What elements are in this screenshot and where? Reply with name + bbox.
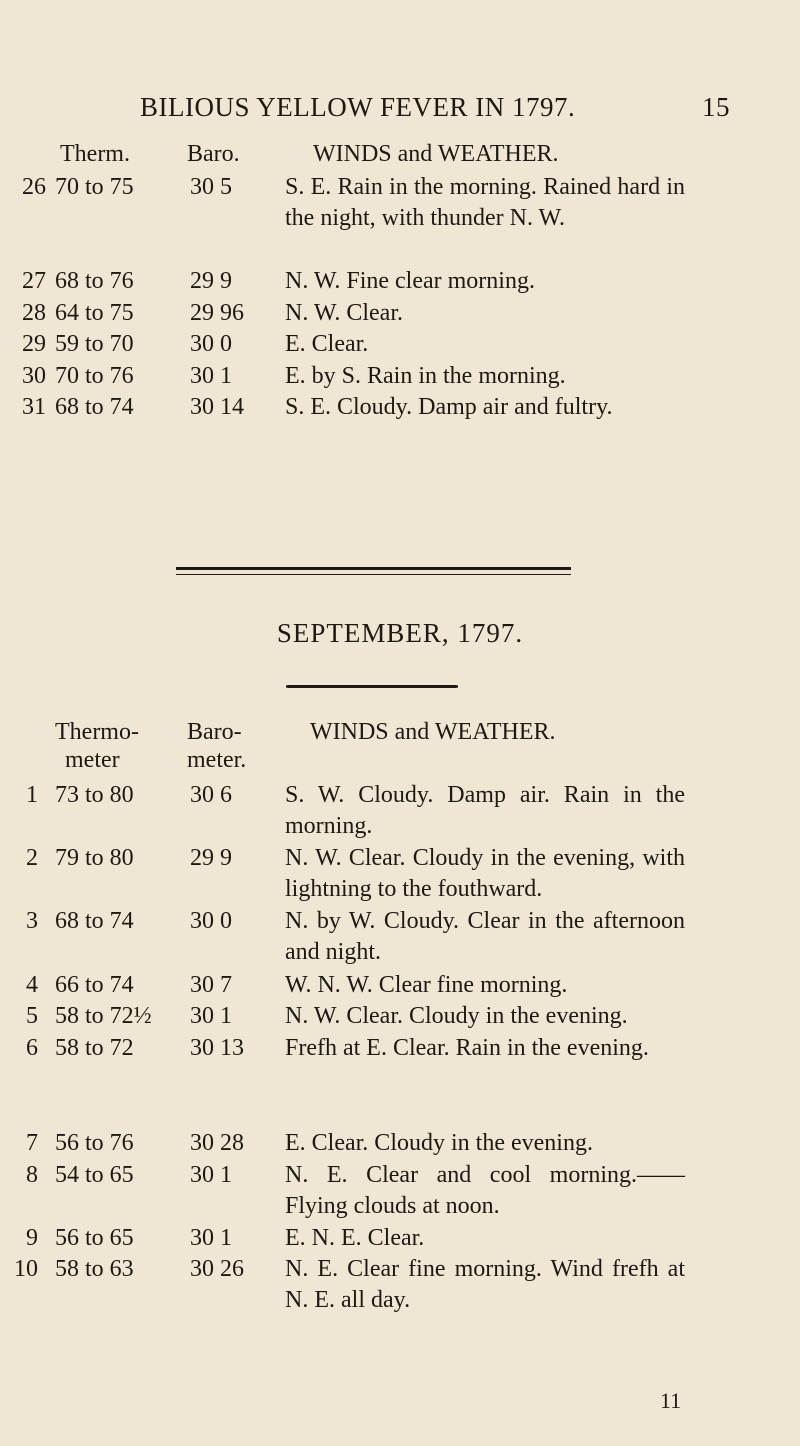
day-number: 30 xyxy=(22,363,46,389)
barometer-reading: 30 1 xyxy=(190,1003,232,1029)
august-baro-header: Baro. xyxy=(187,141,240,167)
section-title: SEPTEMBER, 1797. xyxy=(276,618,524,648)
weather-note: S. E. Cloudy. Damp air and fultry. xyxy=(285,394,613,420)
august-therm-header: Therm. xyxy=(60,141,130,167)
september-baro-header xyxy=(187,718,246,774)
barometer-reading: 30 5 xyxy=(190,174,232,200)
day-number: 7 xyxy=(26,1130,38,1156)
weather-note: S. E. Rain in the morning. Rained hard in the night, with thunder N. W. xyxy=(285,174,685,231)
weather-note: N. E. Clear and cool morning.—— Flying clouds at noon. xyxy=(285,1162,685,1219)
barometer-reading: 30 28 xyxy=(190,1130,244,1156)
section-divider-rule xyxy=(176,574,571,575)
barometer-reading: 29 9 xyxy=(190,845,232,871)
thermometer-reading: 64 to 75 xyxy=(55,300,134,326)
day-number: 26 xyxy=(22,174,46,200)
weather-note: W. N. W. Clear fine morning. xyxy=(285,972,568,998)
barometer-reading: 30 26 xyxy=(190,1256,244,1282)
thermometer-reading: 79 to 80 xyxy=(55,845,134,871)
running-head-title: BILIOUS YELLOW FEVER IN 1797. xyxy=(140,92,576,122)
thermometer-reading: 59 to 70 xyxy=(55,331,134,357)
weather-note: S. W. Cloudy. Damp air. Rain in the morning. xyxy=(285,782,685,839)
weather-note: N. W. Clear. Cloudy in the evening, with lightning to the fouthward. xyxy=(285,845,685,902)
barometer-reading: 30 13 xyxy=(190,1035,244,1061)
day-number: 5 xyxy=(26,1003,38,1029)
barometer-reading: 29 96 xyxy=(190,300,244,326)
barometer-reading: 30 6 xyxy=(190,782,232,808)
catchword: 11 xyxy=(660,1388,682,1413)
day-number: 2 xyxy=(26,845,38,871)
thermometer-reading: 66 to 74 xyxy=(55,972,134,998)
therm-header-line-2: meter xyxy=(65,747,120,773)
thermometer-reading: 68 to 74 xyxy=(55,394,134,420)
weather-note: N. E. Clear fine morning. Wind frefh at N. E. all day. xyxy=(285,1256,685,1313)
weather-note: N. W. Fine clear morning. xyxy=(285,268,535,294)
weather-note: N. W. Clear. Cloudy in the evening. xyxy=(285,1003,628,1029)
september-therm-header xyxy=(55,718,139,774)
barometer-reading: 29 9 xyxy=(190,268,232,294)
barometer-reading: 30 1 xyxy=(190,1225,232,1251)
weather-note: N. by W. Cloudy. Clear in the afternoon and night. xyxy=(285,908,685,965)
day-number: 9 xyxy=(26,1225,38,1251)
thermometer-reading: 58 to 72½ xyxy=(55,1003,152,1029)
day-number: 31 xyxy=(22,394,46,420)
day-number: 3 xyxy=(26,908,38,934)
september-weather-header: WINDS and WEATHER. xyxy=(310,719,556,745)
barometer-reading: 30 1 xyxy=(190,363,232,389)
day-number: 8 xyxy=(26,1162,38,1188)
weather-note: Frefh at E. Clear. Rain in the evening. xyxy=(285,1035,649,1061)
weather-note: E. Clear. xyxy=(285,331,369,357)
day-number: 4 xyxy=(26,972,38,998)
barometer-reading: 30 0 xyxy=(190,331,232,357)
barometer-reading: 30 14 xyxy=(190,394,244,420)
baro-header-line-2: meter. xyxy=(187,747,247,773)
day-number: 6 xyxy=(26,1035,38,1061)
thermometer-reading: 56 to 76 xyxy=(55,1130,134,1156)
weather-note: E. Clear. Cloudy in the evening. xyxy=(285,1130,593,1156)
title-underline-rule xyxy=(286,685,458,688)
baro-header-line-1: Baro- xyxy=(187,719,242,745)
thermometer-reading: 70 to 76 xyxy=(55,363,134,389)
weather-note: N. W. Clear. xyxy=(285,300,403,326)
thermometer-reading: 56 to 65 xyxy=(55,1225,134,1251)
thermometer-reading: 58 to 72 xyxy=(55,1035,134,1061)
barometer-reading: 30 1 xyxy=(190,1162,232,1188)
day-number: 27 xyxy=(22,268,46,294)
weather-note: E. N. E. Clear. xyxy=(285,1225,425,1251)
barometer-reading: 30 7 xyxy=(190,972,232,998)
therm-header-line-1: Thermo- xyxy=(55,719,139,745)
thermometer-reading: 68 to 76 xyxy=(55,268,134,294)
thermometer-reading: 70 to 75 xyxy=(55,174,134,200)
running-head xyxy=(140,92,730,123)
barometer-reading: 30 0 xyxy=(190,908,232,934)
august-weather-header: WINDS and WEATHER. xyxy=(313,141,559,167)
day-number: 1 xyxy=(26,782,38,808)
thermometer-reading: 58 to 63 xyxy=(55,1256,134,1282)
day-number: 10 xyxy=(14,1256,38,1282)
thermometer-reading: 54 to 65 xyxy=(55,1162,134,1188)
thermometer-reading: 68 to 74 xyxy=(55,908,134,934)
day-number: 29 xyxy=(22,331,46,357)
weather-note: E. by S. Rain in the morning. xyxy=(285,363,566,389)
day-number: 28 xyxy=(22,300,46,326)
section-divider-rule xyxy=(176,567,571,570)
page-number: 15 xyxy=(702,92,730,122)
thermometer-reading: 73 to 80 xyxy=(55,782,134,808)
